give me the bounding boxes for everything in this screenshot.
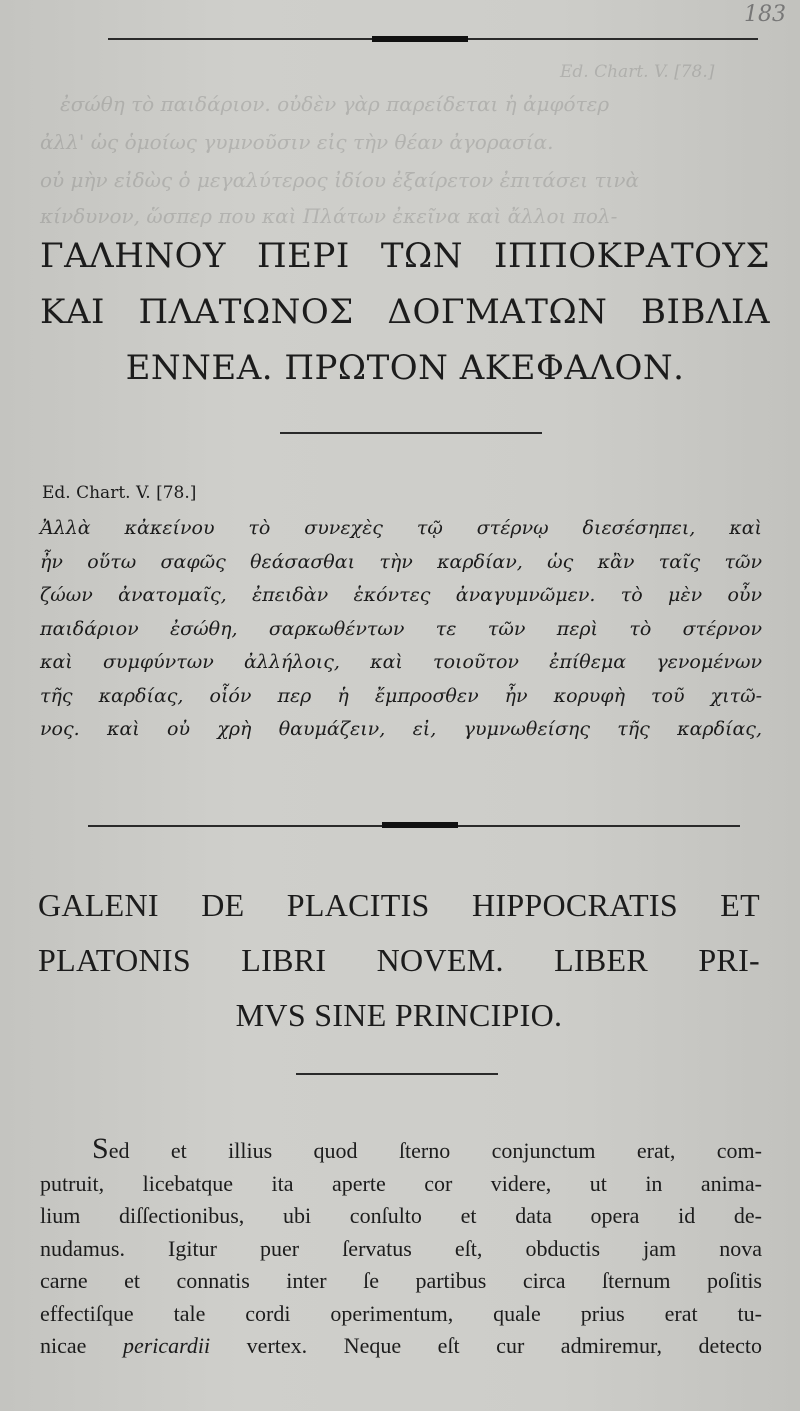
greek-title (40, 228, 770, 396)
bleed-through-text: οὐ μὴν εἰδὼς ὁ μεγαλύτερος ἰδίου ἐξαίρετον ἐπιτάσει τινὰ (40, 168, 640, 192)
middle-rule-ornament (382, 822, 458, 828)
latin-title-line-2: PLATONIS LIBRI NOVEM. LIBER PRI- (38, 942, 760, 978)
latin-title (38, 878, 760, 1043)
greek-title-line-3: ΕΝΝΕΑ. ΠΡΩΤΟΝ ΑΚΕΦΑΛΟΝ. (125, 348, 685, 388)
latin-line-4: nudamus. Igitur puer ſervatus eſt, obductis jam nova (40, 1235, 762, 1261)
greek-line-1: Ἀλλὰ κἀκείνου τὸ συνεχὲς τῷ στέρνῳ διεσέσηπει, καὶ (40, 517, 762, 539)
greek-line-6: τῆς καρδίας, οἷόν περ ἡ ἔμπροσθεν ἦν κορυφὴ τοῦ χιτῶ- (40, 684, 762, 707)
greek-line-3: ζώων ἀνατομαῖς, ἐπειδὰν ἑκόντες ἀναγυμνῶμεν. τὸ μὲν οὖν (40, 584, 762, 606)
latin-body (40, 1133, 762, 1363)
greek-line-7: νος. καὶ οὐ χρὴ θαυμάζειν, εἰ, γυμνωθείσης τῆς καρδίας, (40, 718, 762, 740)
latin-line-5: carne et connatis inter ſe partibus circa ſternum poſitis (40, 1268, 762, 1293)
drop-capital: S (92, 1132, 109, 1165)
bleed-through-text: κίνδυνον, ὥσπερ που καὶ Πλάτων ἐκεῖνα καὶ ἄλλοι πολ- (40, 204, 618, 228)
greek-line-5: καὶ συμφύντων ἀλλήλοις, καὶ τοιοῦτον ἐπίθεμα γενομένων (40, 651, 762, 673)
page-number: 183 (744, 2, 786, 27)
latin-line-7: nicae pericardii vertex. Neque eſt cur admiremur, detecto (40, 1333, 763, 1358)
latin-line-3: lium diſſectionibus, ubi conſulto et data opera id de- (40, 1203, 762, 1228)
latin-title-line-3: MVS SINE PRINCIPIO. (235, 997, 563, 1033)
latin-line-6: effectiſque tale cordi operimentum, quale prius erat tu- (40, 1300, 762, 1326)
bleed-through-text: ἀλλ' ὡς ὁμοίως γυμνοῦσιν εἰς τὴν θέαν ἀγορασία. (40, 130, 554, 154)
latin-title-line-1: GALENI DE PLACITIS HIPPOCRATIS ET (38, 887, 760, 923)
latin-line-1: Sed et illius quod ſterno conjunctum erat, com- (92, 1132, 762, 1165)
greek-line-2: ἦν οὕτω σαφῶς θεάσασθαι τὴν καρδίαν, ὡς κἂν ταῖς τῶν (40, 550, 762, 573)
title-divider (280, 432, 542, 434)
edition-reference: Ed. Chart. V. [78.] (42, 483, 197, 503)
top-rule-ornament (372, 36, 468, 42)
greek-body (40, 512, 762, 747)
latin-title-divider (296, 1073, 498, 1075)
latin-line-2: putruit, licebatque ita aperte cor videre, ut in anima- (40, 1170, 762, 1196)
bleed-through-text: Ed. Chart. V. [78.] (560, 62, 715, 82)
bleed-through-text: ἐσώθη τὸ παιδάριον. οὐδὲν γὰρ παρείδεται ἡ ἀμφότερ (60, 92, 610, 116)
greek-title-line-2: ΚΑΙ ΠΛΑΤΩΝΟΣ ΔΟΓΜΑΤΩΝ ΒΙΒΛΙΑ (40, 292, 770, 332)
italic-term: pericardii (122, 1333, 211, 1358)
greek-title-line-1: ΓΑΛΗΝΟΥ ΠΕΡΙ ΤΩΝ ΙΠΠΟΚΡΑΤΟΥΣ (40, 236, 770, 276)
greek-line-4: παιδάριον ἐσώθη, σαρκωθέντων τε τῶν περὶ τὸ στέρνον (40, 617, 762, 640)
